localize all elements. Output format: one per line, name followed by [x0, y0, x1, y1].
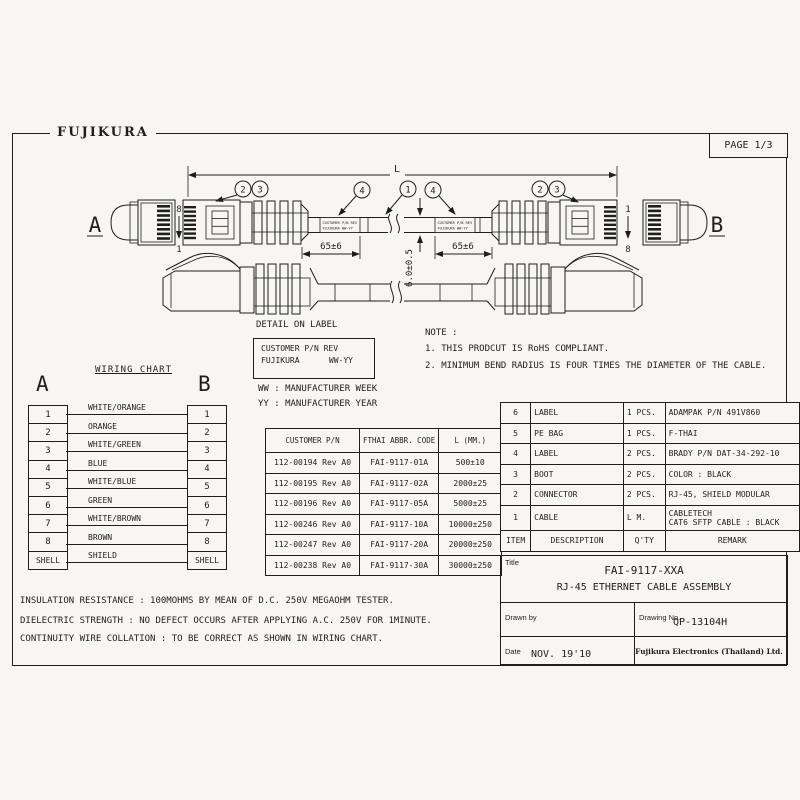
wiring-ladder-b: 1 2 3 4 5 6 7 8 SHELL [187, 405, 227, 570]
table-row: 112-00195 Rev A0 FAI-9117-02A 2000±25 [266, 473, 502, 494]
dim-length: L [393, 164, 401, 175]
pn-header-row: CUSTOMER P/N FTHAI ABBR. CODE L (MM.) [266, 429, 502, 453]
fujikura-logo: FUJIKURA [50, 125, 156, 140]
wire-line [66, 470, 187, 471]
wire-label: BLUE [88, 458, 108, 468]
label-line-1: CUSTOMER P/N REV [261, 344, 339, 353]
table-row: 112-00246 Rev A0 FAI-9117-10A 10000±250 [266, 514, 502, 535]
svg-text:FUJIKURA WW-YY: FUJIKURA WW-YY [437, 226, 468, 231]
company-cell [635, 637, 787, 664]
table-row: 2 CONNECTOR 2 PCS. RJ-45, SHIELD MODULAR [501, 485, 800, 506]
table-row: 6 LABEL 1 PCS. ADAMPAK P/N 491V860 [501, 403, 800, 424]
svg-text:CUSTOMER P/N REV: CUSTOMER P/N REV [322, 221, 358, 225]
bom-table [500, 402, 800, 552]
connector-a-side-view [183, 200, 308, 245]
connector-b-side-view [492, 200, 617, 245]
date-value: NOV. 19'10 [531, 649, 592, 660]
table-row: 112-00238 Rev A0 FAI-9117-30A 30000±250 [266, 555, 502, 576]
footnote-insulation: INSULATION RESISTANCE : 100MOHMS BY MEAN OF D.C. 250V MEGAOHM TESTER. [20, 596, 394, 606]
table-row: 112-00196 Rev A0 FAI-9117-05A 5000±25 [266, 494, 502, 515]
patchcord-b-side-view [487, 253, 642, 314]
patchcord-a-side-view [163, 253, 318, 314]
label-detail-box [253, 338, 375, 379]
drawing-title-code: FAI-9117-XXA [604, 564, 684, 577]
wire-line [66, 507, 187, 508]
date-cell: Date NOV. 19'10 [501, 637, 635, 664]
yy-legend: YY : MANUFACTURER YEAR [258, 399, 378, 409]
page-number: PAGE 1/3 [724, 140, 773, 151]
dim-65-right: 65±6 [452, 242, 474, 252]
note-item-2: 2. MINIMUM BEND RADIUS IS FOUR TIMES THE DIAMETER OF THE CABLE. [425, 361, 767, 371]
company-name: Fujikura Electronics (Thailand) Ltd. [635, 647, 783, 656]
side-a-label: A [88, 213, 102, 237]
svg-text:3: 3 [257, 185, 263, 196]
table-row: 5 PE BAG 1 PCS. F-THAI [501, 423, 800, 444]
customer-pn-table [265, 428, 502, 576]
table-row: 3 BOOT 2 PCS. COLOR : BLACK [501, 464, 800, 485]
svg-text:CUSTOMER P/N REV: CUSTOMER P/N REV [437, 221, 473, 225]
wiring-col-a: A [36, 372, 49, 396]
connector-b-face-view [643, 200, 707, 245]
pin-b-bottom: 8 [625, 245, 631, 255]
wire-line [66, 433, 187, 434]
svg-text:4: 4 [430, 186, 436, 197]
svg-text:3: 3 [554, 185, 560, 196]
table-row: 112-00247 Rev A0 FAI-9117-20A 20000±250 [266, 535, 502, 556]
wire-label: WHITE/BLUE [88, 477, 137, 486]
wire-label: WHITE/ORANGE [88, 403, 146, 412]
pin-a-top: 8 [176, 205, 182, 215]
drawing-no-cell: Drawing No. QP-13104H [639, 613, 728, 628]
wire-line [66, 544, 187, 545]
wire-label: WHITE/BROWN [88, 514, 141, 523]
wire-line [66, 414, 187, 415]
wire-label: GREEN [88, 495, 113, 505]
note-item-1: 1. THIS PRODCUT IS RoHS COMPLIANT. [425, 344, 610, 354]
table-row: 112-00194 Rev A0 FAI-9117-01A 500±10 [266, 453, 502, 474]
wire-label: ORANGE [88, 421, 117, 431]
wiring-chart-title: WIRING CHART [95, 365, 173, 375]
label-line-2-left: FUJIKURA [261, 356, 300, 365]
note-heading: NOTE : [425, 328, 458, 338]
svg-text:2: 2 [240, 185, 246, 196]
balloon-callouts [216, 181, 578, 215]
table-row: 1 CABLE L M. CABLETECH CAT6 SFTP CABLE : BLACK [501, 505, 800, 530]
footnote-continuity: CONTINUITY WIRE COLLATION : TO BE CORRECT AS SHOWN IN WIRING CHART. [20, 634, 384, 644]
wire-line [66, 562, 187, 563]
footnote-dielectric: DIELECTRIC STRENGTH : NO DEFECT OCCURS AFTER APPLYING A.C. 250V FOR 1MINUTE. [20, 616, 432, 626]
cable-label-right [435, 218, 475, 233]
dim-65-left: 65±6 [320, 242, 342, 252]
wire-label: SHIELD [88, 551, 117, 560]
bom-header-row: ITEM DESCRIPTION Q'TY REMARK [501, 530, 800, 551]
title-row [501, 556, 787, 603]
pin-a-bottom: 1 [176, 245, 182, 255]
drawing-title-name: RJ-45 ETHERNET CABLE ASSEMBLY [556, 582, 732, 593]
wire-line [66, 488, 187, 489]
wiring-col-b: B [198, 372, 211, 396]
side-b-label: B [710, 213, 724, 237]
connector-a-face-view [111, 200, 175, 245]
title-label: Title [505, 558, 519, 567]
title-block [500, 555, 788, 665]
detail-on-label-heading: DETAIL ON LABEL [256, 320, 338, 330]
wire-line [66, 525, 187, 526]
ww-legend: WW : MANUFACTURER WEEK [258, 384, 378, 394]
wire-line [66, 451, 187, 452]
svg-text:FUJIKURA WW-YY: FUJIKURA WW-YY [322, 226, 353, 231]
table-row: 4 LABEL 2 PCS. BRADY P/N DAT-34-292-10 [501, 444, 800, 465]
dim-diameter: 6.0±0.5 [405, 249, 415, 287]
wiring-ladder-a: 1 2 3 4 5 6 7 8 SHELL [28, 405, 68, 570]
svg-text:4: 4 [359, 186, 365, 197]
wire-label: WHITE/GREEN [88, 440, 141, 449]
cable-label-left [320, 218, 360, 233]
pin-b-top: 1 [625, 205, 631, 215]
drawing-no-value: QP-13104H [673, 617, 728, 628]
wire-label: BROWN [88, 532, 113, 542]
svg-text:2: 2 [537, 185, 543, 196]
label-line-2-right: WW-YY [328, 356, 353, 365]
drawn-by-cell: Drawn by [501, 603, 635, 636]
page-number-box [709, 133, 788, 158]
svg-text:1: 1 [405, 185, 411, 196]
